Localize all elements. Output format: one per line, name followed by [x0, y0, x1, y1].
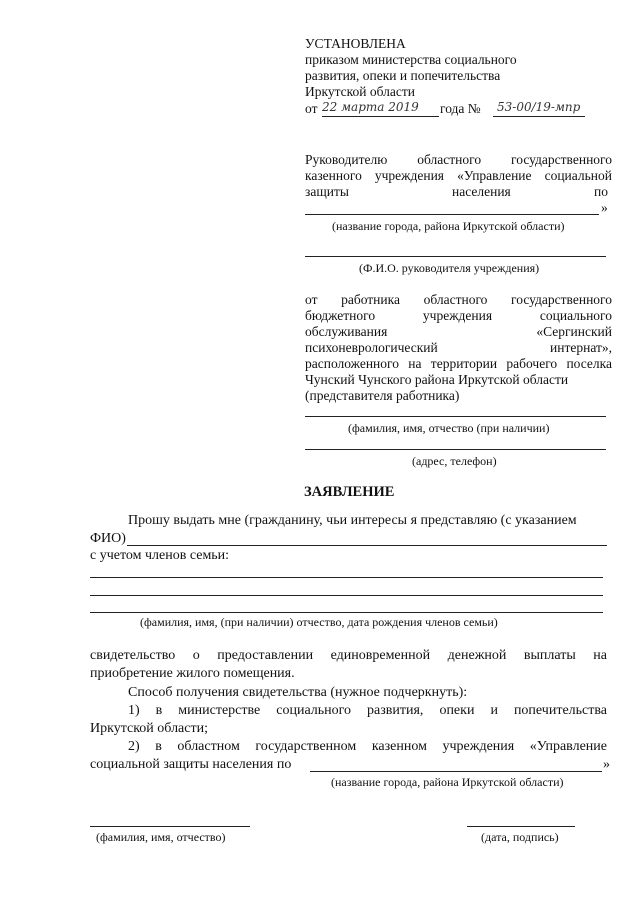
approval-date-handwritten: 22 марта 2019	[322, 100, 419, 114]
method-intro: Способ получения свидетельства (нужное подчеркнуть):	[128, 685, 468, 700]
option-1-line: 1) в министерстве социального развития, опеки и попечительства	[128, 703, 607, 718]
addressee-line: Руководителю областного государственного	[305, 152, 612, 167]
family-fill-line-2	[90, 595, 603, 596]
head-caption: (Ф.И.О. руководителя учреждения)	[359, 261, 540, 275]
sender-address-fill-line	[305, 449, 606, 450]
option-2-line: социальной защиты населения по	[90, 757, 292, 772]
sender-line: Чунский Чунского района Иркутской области	[305, 372, 569, 387]
request-paragraph: Прошу выдать мне (гражданину, чьи интересы я представляю (с указанием	[128, 513, 577, 528]
footer-name-line	[90, 826, 250, 827]
approval-title: УСТАНОВЛЕНА	[305, 36, 406, 51]
sender-name-caption: (фамилия, имя, отчество (при наличии)	[348, 421, 550, 435]
approval-line: Иркутской области	[305, 84, 416, 99]
footer-date-caption: (дата, подпись)	[481, 830, 559, 844]
family-fill-line-1	[90, 577, 603, 578]
quote-end: »	[601, 200, 608, 215]
fio-fill-line	[127, 545, 607, 546]
sender-line: расположенного на территории рабочего поселка	[305, 356, 612, 371]
certificate-line: приобретение жилого помещения.	[90, 666, 295, 681]
city-caption: (название города, района Иркутской области)	[332, 219, 565, 233]
addressee-line: защиты	[305, 184, 349, 199]
approval-line: развития, опеки и попечительства	[305, 68, 501, 83]
approval-date-prefix: от	[305, 101, 318, 116]
option-2-caption: (название города, района Иркутской области)	[331, 775, 564, 789]
sender-address-caption: (адрес, телефон)	[412, 454, 497, 468]
document-title: ЗАЯВЛЕНИЕ	[304, 484, 395, 500]
family-caption: (фамилия, имя, (при наличии) отчество, дата рождения членов семьи)	[140, 615, 498, 629]
city-fill-line	[305, 214, 599, 215]
option-2-line: 2) в областном государственном казенном учреждения «Управление	[128, 739, 607, 754]
family-label: с учетом членов семьи:	[90, 548, 230, 563]
option-2-fill-line	[310, 771, 602, 772]
sender-line: от работника областного государственного	[305, 292, 612, 307]
option-2-quote: »	[603, 757, 610, 772]
addressee-line: казенного учреждения «Управление социальной	[305, 168, 612, 183]
addressee-line: населения	[452, 184, 511, 199]
footer-date-line	[467, 826, 575, 827]
sender-line: психоневрологический интернат»,	[305, 340, 612, 355]
approval-number-handwritten: 53-00/19-мпр	[497, 100, 581, 114]
option-1-line: Иркутской области;	[90, 721, 208, 736]
fio-label: ФИО)	[90, 531, 126, 546]
sender-line: (представителя работника)	[305, 388, 460, 403]
sender-line: бюджетного учреждения социального	[305, 308, 612, 323]
head-name-fill-line	[305, 256, 606, 257]
family-fill-line-3	[90, 612, 603, 613]
footer-name-caption: (фамилия, имя, отчество)	[96, 830, 226, 844]
sender-line: обслуживания «Сергинский	[305, 324, 612, 339]
approval-year-word: года №	[440, 101, 481, 116]
approval-line: приказом министерства социального	[305, 52, 517, 67]
sender-name-fill-line	[305, 416, 606, 417]
number-underline	[493, 116, 585, 117]
certificate-line: свидетельство о предоставлении единовременной денежной выплаты на	[90, 648, 607, 663]
date-underline	[322, 116, 439, 117]
addressee-line: по	[594, 184, 608, 199]
